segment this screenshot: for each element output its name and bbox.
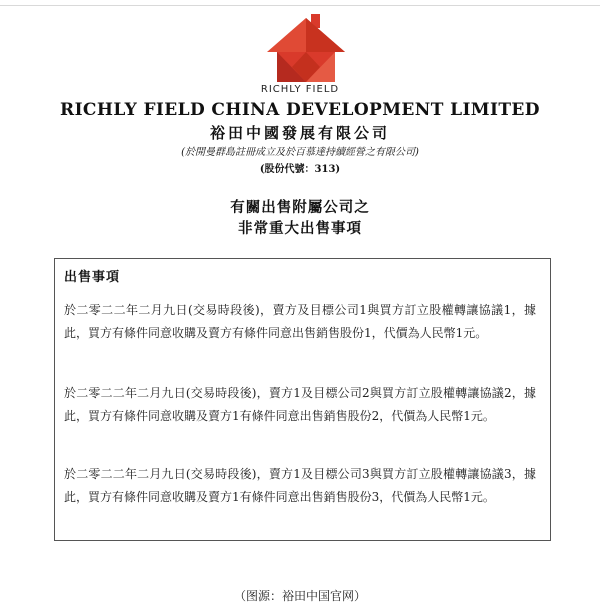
disposal-paragraph-3: 於二零二二年二月九日(交易時段後)，賣方1及目標公司3與買方訂立股權轉讓協議3，據此，買方有條件同意收購及賣方1有條件同意出售銷售股份3，代價為人民幣1元。 <box>64 467 536 504</box>
incorporation-note: (於開曼群島註冊成立及於百慕達持續經營之有限公司) <box>181 147 419 158</box>
disposal-paragraph-1: 於二零二二年二月九日(交易時段後)，賣方及目標公司1與買方訂立股權轉讓協議1，據此，買方有條件同意收購及賣方有條件同意出售銷售股份1，代價為人民幣1元。 <box>64 303 536 340</box>
stock-code: (股份代號：313) <box>259 164 341 175</box>
company-name-english: RICHLY FIELD CHINA DEVELOPMENT LIMITED <box>60 100 540 120</box>
logo-wordmark: RICHLY FIELD <box>260 84 340 95</box>
company-logo <box>265 12 347 84</box>
disposal-section-box <box>54 258 551 541</box>
section-heading: 出售事項 <box>64 270 121 285</box>
announcement-title-line1: 有關出售附屬公司之 <box>230 199 370 216</box>
disposal-paragraph-2: 於二零二二年二月九日(交易時段後)，賣方1及目標公司2與買方訂立股權轉讓協議2，據此，買方有條件同意收購及賣方1有條件同意出售銷售股份2，代價為人民幣1元。 <box>64 386 536 423</box>
image-source-caption: （图源：裕田中国官网） <box>233 589 366 603</box>
top-divider <box>0 5 600 6</box>
company-name-chinese: 裕田中國發展有限公司 <box>209 124 390 142</box>
announcement-title-line2: 非常重大出售事項 <box>238 220 362 237</box>
